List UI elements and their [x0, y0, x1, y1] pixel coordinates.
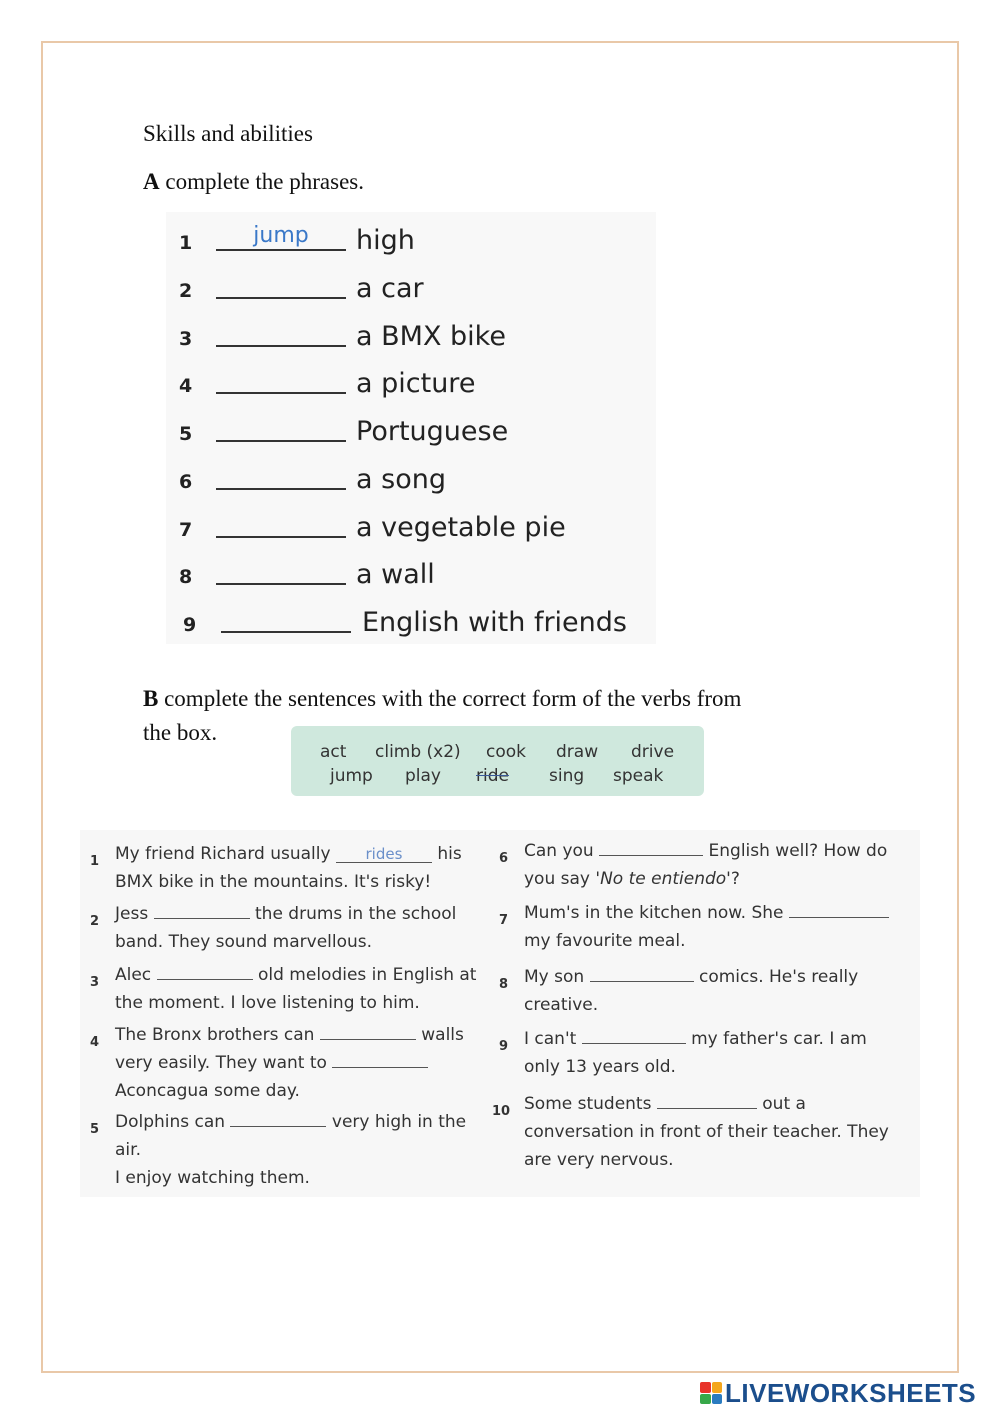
sentence-line: Dolphins can very high in the — [115, 1108, 466, 1136]
worksheet-title: Skills and abilities — [143, 121, 313, 146]
phrase-number: 2 — [179, 280, 193, 302]
sentence-line: my favourite meal. — [524, 931, 686, 951]
exercise-a-panel — [166, 212, 656, 644]
logo-square — [712, 1394, 723, 1405]
sentence-line: air. — [115, 1140, 141, 1160]
liveworksheets-logo[interactable] — [700, 1378, 976, 1408]
answer-blank[interactable] — [216, 366, 346, 394]
phrase-text: a picture — [356, 368, 476, 399]
logo-square — [700, 1394, 711, 1405]
answer-blank[interactable] — [657, 1091, 757, 1109]
verb-word: sing — [549, 766, 585, 786]
phrase-number: 9 — [183, 614, 197, 636]
verb-word: play — [405, 766, 441, 786]
exercise-b-panel — [80, 830, 920, 1197]
answer-blank[interactable] — [590, 964, 694, 982]
verb-word-crossed-out: ride — [476, 766, 509, 786]
answer-blank[interactable] — [221, 605, 351, 633]
sentence-line: band. They sound marvellous. — [115, 932, 373, 952]
sentence-line: BMX bike in the mountains. It's risky! — [115, 872, 432, 892]
phrase-number: 4 — [179, 375, 193, 397]
answer-blank[interactable] — [230, 1109, 326, 1127]
answer-blank[interactable] — [582, 1026, 686, 1044]
phrase-row — [166, 363, 656, 403]
sentence-line: the moment. I love listening to him. — [115, 993, 420, 1013]
verb-word: act — [320, 742, 347, 762]
answer-blank[interactable] — [332, 1050, 428, 1068]
sentence-line: only 13 years old. — [524, 1057, 676, 1077]
phrase-row — [166, 268, 656, 308]
sentence-line: very easily. They want to — [115, 1049, 428, 1077]
answer-blank[interactable]: rides — [336, 845, 432, 863]
sentence-line: My friend Richard usually rides his — [115, 844, 462, 864]
phrase-text: a BMX bike — [356, 321, 506, 352]
verb-word: draw — [556, 742, 599, 762]
answer-blank[interactable] — [320, 1022, 416, 1040]
section-b-text: complete the sentences with the correct form of the verbs from — [164, 686, 742, 711]
verb-word: cook — [486, 742, 526, 762]
answer-blank[interactable] — [216, 557, 346, 585]
answer-text: jump — [253, 223, 309, 248]
sentence-line: The Bronx brothers can walls — [115, 1021, 464, 1049]
phrase-row — [166, 554, 656, 594]
phrase-text: a car — [356, 273, 424, 304]
sentence-line: I enjoy watching them. — [115, 1168, 310, 1188]
verb-word: speak — [613, 766, 664, 786]
sentence-number: 6 — [499, 851, 509, 866]
phrase-number: 8 — [179, 566, 193, 588]
section-b-letter: B — [143, 686, 159, 711]
phrase-row — [166, 459, 656, 499]
sentence-line: Aconcagua some day. — [115, 1081, 300, 1101]
logo-square — [712, 1382, 723, 1393]
phrase-row — [166, 316, 656, 356]
sentence-line: My son comics. He's really — [524, 963, 858, 991]
sentence-line: creative. — [524, 995, 599, 1015]
logo-text: LIVEWORKSHEETS — [725, 1377, 977, 1408]
answer-blank[interactable] — [216, 319, 346, 347]
phrase-number: 5 — [179, 423, 193, 445]
phrase-row — [166, 411, 656, 451]
section-b-text-line2: the box. — [143, 720, 218, 745]
sentence-line: Jess the drums in the school — [115, 900, 456, 928]
logo-icon — [700, 1382, 722, 1404]
phrase-row — [166, 507, 656, 547]
sentence-number: 8 — [499, 977, 509, 992]
sentence-line: Mum's in the kitchen now. She — [524, 899, 889, 927]
section-a-text: complete the phrases. — [165, 169, 364, 194]
answer-blank[interactable] — [216, 414, 346, 442]
phrase-text: a wall — [356, 559, 435, 590]
verb-word: jump — [330, 766, 373, 786]
phrase-number: 6 — [179, 471, 193, 493]
phrase-number: 1 — [179, 232, 193, 254]
verb-word-box — [291, 726, 704, 796]
phrase-row — [166, 602, 656, 642]
phrase-number: 7 — [179, 519, 193, 541]
sentence-line: Alec old melodies in English at — [115, 961, 476, 989]
phrase-text: high — [356, 225, 415, 256]
verb-word: climb (x2) — [375, 742, 461, 762]
answer-blank[interactable] — [216, 223, 346, 251]
sentence-line: Can you English well? How do — [524, 837, 887, 865]
sentence-number: 9 — [499, 1039, 509, 1054]
answer-blank[interactable] — [216, 510, 346, 538]
answer-blank[interactable] — [599, 838, 703, 856]
sentence-number: 3 — [90, 975, 100, 990]
sentence-number: 7 — [499, 913, 509, 928]
sentence-number: 4 — [90, 1035, 100, 1050]
answer-blank[interactable] — [789, 900, 889, 918]
sentence-number: 10 — [492, 1104, 511, 1119]
phrase-text: a song — [356, 464, 446, 495]
answer-blank[interactable] — [216, 271, 346, 299]
phrase-row — [166, 220, 656, 260]
sentence-number: 5 — [90, 1122, 100, 1137]
answer-blank[interactable] — [216, 462, 346, 490]
sentence-number: 1 — [90, 854, 100, 869]
logo-square — [700, 1382, 711, 1393]
verb-word: drive — [631, 742, 675, 762]
sentence-line: conversation in front of their teacher. They — [524, 1122, 889, 1142]
answer-blank[interactable] — [154, 901, 250, 919]
sentence-line: Some students out a — [524, 1090, 806, 1118]
phrase-number: 3 — [179, 328, 193, 350]
phrase-text: a vegetable pie — [356, 512, 566, 543]
sentence-number: 2 — [90, 914, 100, 929]
sentence-line: I can't my father's car. I am — [524, 1025, 867, 1053]
phrase-text: Portuguese — [356, 416, 509, 447]
section-a-letter: A — [143, 169, 160, 194]
section-a-instruction — [143, 169, 364, 195]
answer-blank[interactable] — [157, 962, 253, 980]
sentence-line: are very nervous. — [524, 1150, 674, 1170]
phrase-text: English with friends — [362, 607, 627, 638]
sentence-line: you say 'No te entiendo'? — [524, 869, 740, 889]
